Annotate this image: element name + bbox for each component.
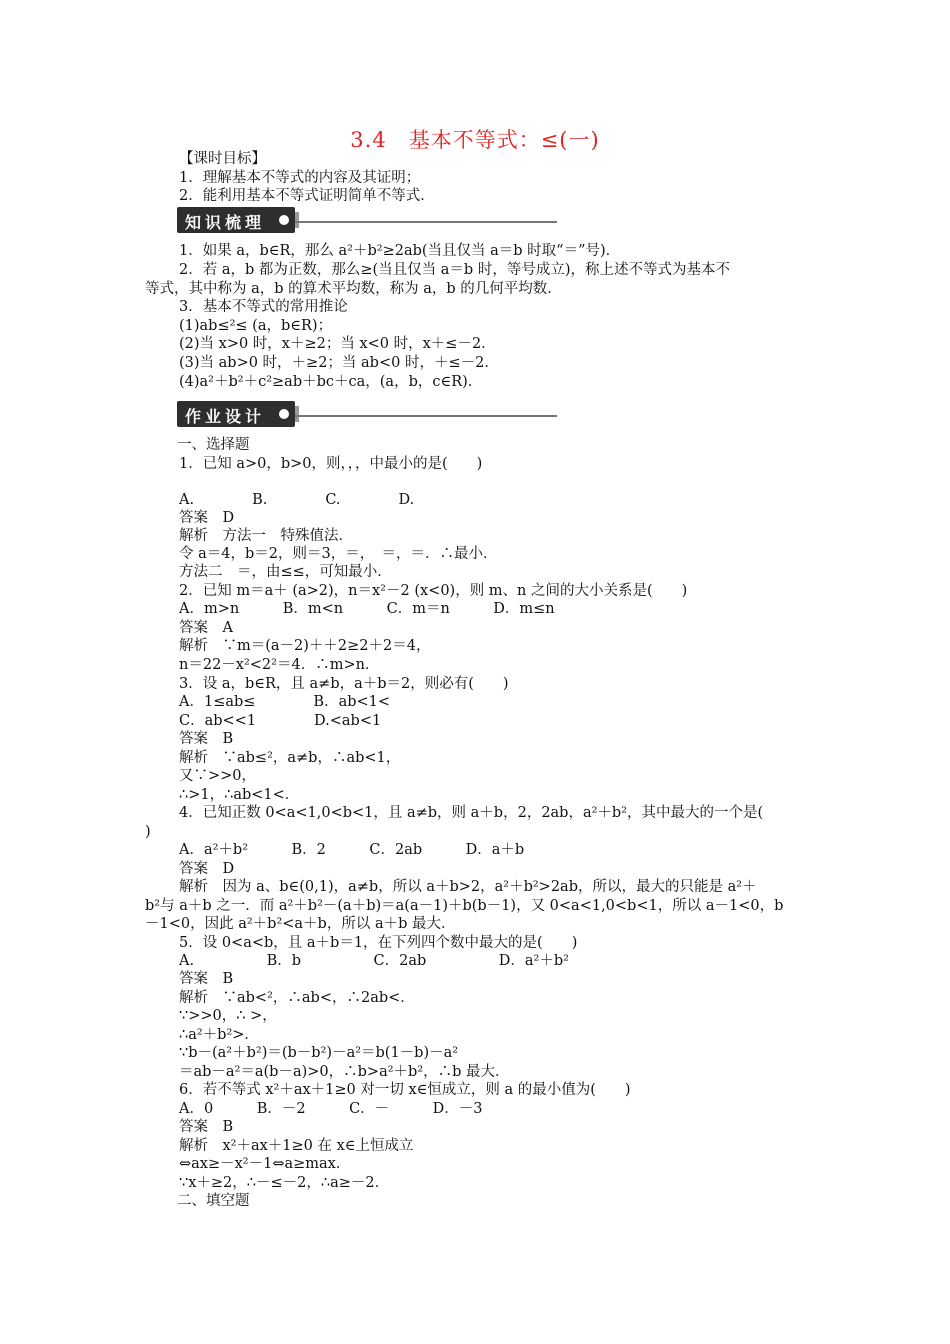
line-30: 4．已知正数 0<a<1,0<b<1，且 a≠b，则 a＋b，2，2ab，a²＋b²，其中最大的一个是( <box>179 805 764 821</box>
section-header-knowledge <box>177 207 557 233</box>
line-11: 一、选择题 <box>177 437 250 453</box>
line-45: 6．若不等式 x²＋ax＋1≥0 对一切 x∈恒成立，则 a 的最小值为( ) <box>179 1082 631 1098</box>
line-6: 3．基本不等式的常用推论 <box>179 299 348 315</box>
line-21: 解析 ∵m＝(a－2)＋＋2≥2＋2＝4， <box>179 638 431 654</box>
line-31: ) <box>145 824 151 840</box>
line-51: 二、填空题 <box>177 1193 250 1209</box>
line-38: A. B．b C．2ab D．a²＋b² <box>179 953 569 969</box>
line-1: 1．理解基本不等式的内容及其证明； <box>179 170 421 186</box>
line-16: 令 a＝4，b＝2，则＝3，＝， ＝，＝．∴最小． <box>179 546 498 562</box>
line-20: 答案 A <box>179 620 233 636</box>
line-2: 2．能利用基本不等式证明简单不等式． <box>179 188 435 204</box>
divider <box>295 415 557 417</box>
line-33: 答案 D <box>179 861 235 877</box>
line-7: (1)ab≤²≤ (a，b∈R)； <box>179 318 333 334</box>
line-22: n＝22－x²<2²＝4．∴m>n． <box>179 657 380 673</box>
line-18: 2．已知 m＝a＋ (a>2)，n＝x²－2 (x<0)，则 m、n 之间的大小关系是( ) <box>179 583 688 599</box>
line-44: ＝ab－a²＝a(b－a)>0，∴b>a²＋b²，∴b 最大． <box>179 1064 510 1080</box>
line-23: 3．设 a，b∈R，且 a≠b，a＋b＝2，则必有( ) <box>179 676 509 692</box>
line-19: A．m>n B．m<n C．m＝n D．m≤n <box>179 601 555 617</box>
line-39: 答案 B <box>179 971 234 987</box>
page-title: 3.4 基本不等式：≤(一) <box>350 128 600 152</box>
line-25: C．ab<<1 D.<ab<1 <box>179 713 382 729</box>
line-0: 【课时目标】 <box>179 151 266 167</box>
section-header-homework <box>177 401 557 427</box>
line-9: (3)当 ab>0 时，＋≥2；当 ab<0 时，＋≤－2． <box>179 355 499 371</box>
line-26: 答案 B <box>179 731 234 747</box>
line-15: 解析 方法一 特殊值法． <box>179 528 353 544</box>
line-37: 5．设 0<a<b，且 a＋b＝1，在下列四个数中最大的是( ) <box>179 935 578 951</box>
line-17: 方法二 ＝，由≤≤，可知最小． <box>179 564 392 580</box>
circle-icon <box>279 215 289 225</box>
line-46: A．0 B．－2 C．－ D．－3 <box>179 1101 483 1117</box>
line-43: ∵b－(a²＋b²)＝(b－b²)－a²＝b(1－b)－a² <box>179 1045 459 1061</box>
line-13: A. B. C. D. <box>179 492 415 508</box>
line-29: ∴>1，∴ab<1<． <box>179 787 300 803</box>
line-42: ∴a²＋b²>． <box>179 1027 259 1043</box>
line-24: A．1≤ab≤ B．ab<1< <box>179 694 391 710</box>
line-32: A．a²＋b² B．2 C．2ab D．a＋b <box>179 842 525 858</box>
line-47: 答案 B <box>179 1119 234 1135</box>
line-35: b²与 a＋b 之一．而 a²＋b²－(a＋b)＝a(a－1)＋b(b－1)，又 0<a<1,0<b<1，所以 a－1<0，b <box>145 898 784 914</box>
line-10: (4)a²＋b²＋c²≥ab＋bc＋ca，(a，b，c∈R)． <box>179 374 483 390</box>
line-28: 又∵>>0， <box>179 768 257 784</box>
line-48: 解析 x²＋ax＋1≥0 在 x∈上恒成立 <box>179 1138 414 1154</box>
line-5: 等式，其中称为 a，b 的算术平均数，称为 a，b 的几何平均数． <box>145 281 562 297</box>
line-34: 解析 因为 a、b∈(0,1)，a≠b，所以 a＋b>2，a²＋b²>2ab，所以，最大的只能是 a²＋ <box>179 879 757 895</box>
section-header-label: 作业设计 <box>185 407 266 426</box>
line-8: (2)当 x>0 时，x＋≥2；当 x<0 时，x＋≤－2． <box>179 336 496 352</box>
line-3: 1．如果 a，b∈R，那么 a²＋b²≥2ab(当且仅当 a＝b 时取“＝”号)． <box>179 243 621 259</box>
line-40: 解析 ∵ab<²，∴ab<，∴2ab<． <box>179 990 415 1006</box>
divider <box>295 221 557 223</box>
section-header-label: 知识梳理 <box>185 213 266 232</box>
line-4: 2．若 a，b 都为正数，那么≥(当且仅当 a＝b 时，等号成立)，称上述不等式为基本不 <box>179 262 730 278</box>
line-36: －1<0，因此 a²＋b²<a＋b，所以 a＋b 最大． <box>145 916 456 932</box>
line-49: ⇔ax≥－x²－1⇔a≥max． <box>179 1156 351 1172</box>
line-27: 解析 ∵ab≤²，a≠b，∴ab<1， <box>179 750 401 766</box>
line-41: ∵>>0，∴ >， <box>179 1008 277 1024</box>
line-14: 答案 D <box>179 510 235 526</box>
line-12: 1．已知 a>0，b>0，则，，，中最小的是( ) <box>179 456 483 472</box>
line-50: ∵x＋≥2，∴－≤－2，∴a≥－2． <box>179 1175 390 1191</box>
circle-icon <box>279 409 289 419</box>
